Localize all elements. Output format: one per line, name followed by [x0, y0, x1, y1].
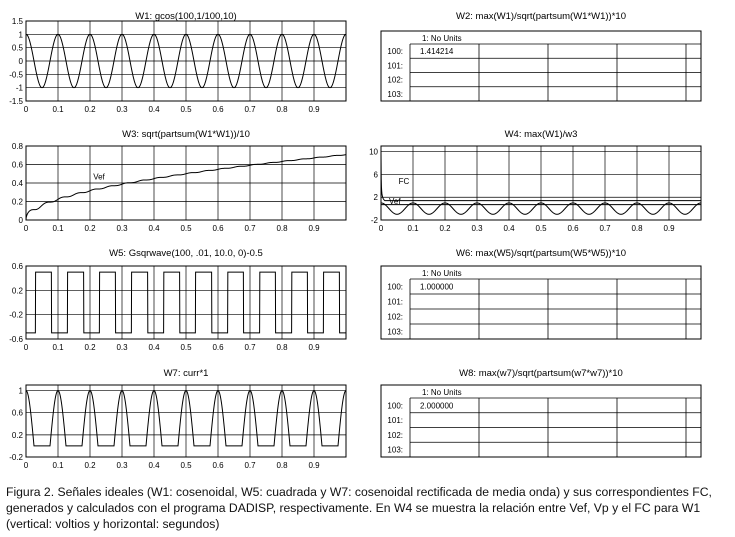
- x-tick-label: 0.1: [52, 461, 64, 470]
- table-row-index: 102:: [387, 75, 403, 85]
- x-tick-label: 0.4: [503, 224, 515, 233]
- table-row-index: 102:: [387, 312, 403, 322]
- y-tick-label: -1.5: [9, 97, 23, 106]
- x-tick-label: 0.5: [535, 224, 547, 233]
- y-tick-label: -0.5: [9, 70, 23, 80]
- x-tick-label: 0.7: [244, 343, 256, 352]
- x-tick-label: 0: [23, 105, 29, 114]
- table-row-index: 101:: [387, 297, 403, 307]
- x-tick-label: 0.6: [212, 224, 224, 233]
- table-row-index: 101:: [387, 416, 403, 426]
- x-tick-label: 0.4: [148, 461, 160, 470]
- y-tick-label: 0.5: [11, 43, 23, 53]
- y-tick-label: 6: [373, 170, 378, 180]
- annotation-vef: Vef: [389, 197, 401, 207]
- table-W6: [381, 248, 701, 339]
- x-tick-label: 0.5: [180, 105, 192, 114]
- y-tick-label: -0.6: [9, 335, 23, 344]
- table-row-index: 101:: [387, 61, 403, 71]
- figure-caption: Figura 2. Señales ideales (W1: cosenoidal, W5: cuadrada y W7: cosenoidal rectificada de media onda) y sus correspondientes FC, generados y calculados con el programa DADISP, respectivamente. En W4 se muestra la relación entre Vef, Vp y el FC para W1 (vertical: voltios y horizontal: segundos): [6, 485, 712, 531]
- x-tick-label: 0.9: [308, 224, 320, 233]
- y-tick-label: 2: [373, 193, 378, 203]
- x-tick-label: 0.1: [52, 105, 64, 114]
- y-tick-label: -0.2: [9, 310, 23, 320]
- table-cell-value: 1.414214: [420, 47, 454, 57]
- x-tick-label: 0.6: [212, 105, 224, 114]
- table-row-index: 100:: [387, 401, 403, 411]
- table-header: 1: No Units: [422, 388, 462, 397]
- x-tick-label: 0.3: [116, 105, 128, 114]
- chart-title: W1: gcos(100,1/100,10): [135, 11, 237, 22]
- x-tick-label: 0.7: [244, 105, 256, 114]
- x-tick-label: 0: [23, 461, 29, 470]
- x-tick-label: 0.2: [439, 224, 451, 233]
- chart-W7: [9, 368, 346, 470]
- x-tick-label: 0.8: [276, 461, 288, 470]
- table-header: 1: No Units: [422, 34, 462, 43]
- x-tick-label: 0.3: [116, 224, 128, 233]
- chart-W3: [12, 129, 346, 233]
- y-tick-label: -1: [15, 83, 23, 93]
- x-tick-label: 0.9: [308, 105, 320, 114]
- annotation-fc: FC: [398, 177, 410, 187]
- chart-title: W4: max(W1)/w3: [504, 129, 578, 140]
- x-tick-label: 0.8: [276, 343, 288, 352]
- x-tick-label: 0.6: [212, 343, 224, 352]
- table-row-index: 102:: [387, 430, 403, 440]
- chart-title: W3: sqrt(partsum(W1*W1))/10: [122, 129, 250, 140]
- x-tick-label: 0.2: [84, 224, 96, 233]
- table-cell-value: 2.000000: [420, 401, 454, 411]
- x-tick-label: 0.5: [180, 343, 192, 352]
- y-tick-label: 10: [369, 147, 378, 157]
- y-tick-label: 1: [18, 386, 23, 396]
- chart-W4: [369, 129, 701, 233]
- x-tick-label: 0.4: [148, 343, 160, 352]
- x-tick-label: 0.1: [52, 224, 64, 233]
- table-row-index: 103:: [387, 89, 403, 99]
- x-tick-label: 0.1: [52, 343, 64, 352]
- x-tick-label: 0.3: [116, 461, 128, 470]
- table-header: 1: No Units: [422, 269, 462, 278]
- y-tick-label: -0.2: [9, 453, 23, 462]
- x-tick-label: 0.2: [84, 461, 96, 470]
- x-tick-label: 0.7: [244, 224, 256, 233]
- table-title: W8: max(w7)/sqrt(partsum(w7*w7))*10: [459, 368, 623, 379]
- chart-title: W5: Gsqrwave(100, .01, 10.0, 0)-0.5: [109, 248, 263, 259]
- x-tick-label: 0.8: [631, 224, 643, 233]
- y-tick-label: 0.6: [11, 262, 23, 271]
- annotation-vef: Vef: [93, 172, 105, 182]
- y-tick-label: 0.2: [11, 286, 23, 296]
- table-row-index: 103:: [387, 327, 403, 337]
- x-tick-label: 0.3: [471, 224, 483, 233]
- chart-W5: [9, 248, 346, 352]
- x-tick-label: 0.9: [663, 224, 675, 233]
- x-tick-label: 0.3: [116, 343, 128, 352]
- x-tick-label: 0.6: [212, 461, 224, 470]
- y-tick-label: 0.2: [11, 197, 23, 207]
- x-tick-label: 0.8: [276, 105, 288, 114]
- table-W2: [381, 11, 701, 101]
- table-row-index: 100:: [387, 282, 403, 292]
- x-tick-label: 0.8: [276, 224, 288, 233]
- x-tick-label: 0.7: [244, 461, 256, 470]
- x-tick-label: 0.1: [407, 224, 419, 233]
- y-tick-label: 0.4: [11, 179, 23, 188]
- x-tick-label: 0.9: [308, 461, 320, 470]
- y-tick-label: 0: [18, 57, 23, 66]
- y-tick-label: 0.8: [11, 142, 23, 151]
- y-tick-label: 0: [18, 216, 23, 225]
- table-title: W2: max(W1)/sqrt(partsum(W1*W1))*10: [456, 11, 626, 22]
- x-tick-label: 0.7: [599, 224, 611, 233]
- table-row-index: 103:: [387, 445, 403, 455]
- x-tick-label: 0.2: [84, 105, 96, 114]
- x-tick-label: 0.4: [148, 224, 160, 233]
- x-tick-label: 0.5: [180, 224, 192, 233]
- x-tick-label: 0.5: [180, 461, 192, 470]
- y-tick-label: 0.2: [11, 430, 23, 440]
- x-tick-label: 0: [23, 224, 29, 233]
- table-title: W6: max(W5)/sqrt(partsum(W5*W5))*10: [456, 248, 626, 259]
- x-tick-label: 0.4: [148, 105, 160, 114]
- x-tick-label: 0.9: [308, 343, 320, 352]
- table-W8: [381, 368, 701, 457]
- y-tick-label: 0.6: [11, 160, 23, 170]
- chart-W1: [9, 11, 346, 114]
- table-cell-value: 1.000000: [420, 282, 454, 292]
- y-tick-label: 1.5: [11, 17, 23, 26]
- chart-title: W7: curr*1: [163, 368, 209, 379]
- y-tick-label: -2: [370, 216, 378, 225]
- x-tick-label: 0: [378, 224, 384, 233]
- x-tick-label: 0: [23, 343, 29, 352]
- y-tick-label: 0.6: [11, 408, 23, 418]
- x-tick-label: 0.2: [84, 343, 96, 352]
- x-tick-label: 0.6: [567, 224, 579, 233]
- y-tick-label: 1: [18, 30, 23, 40]
- table-row-index: 100:: [387, 47, 403, 57]
